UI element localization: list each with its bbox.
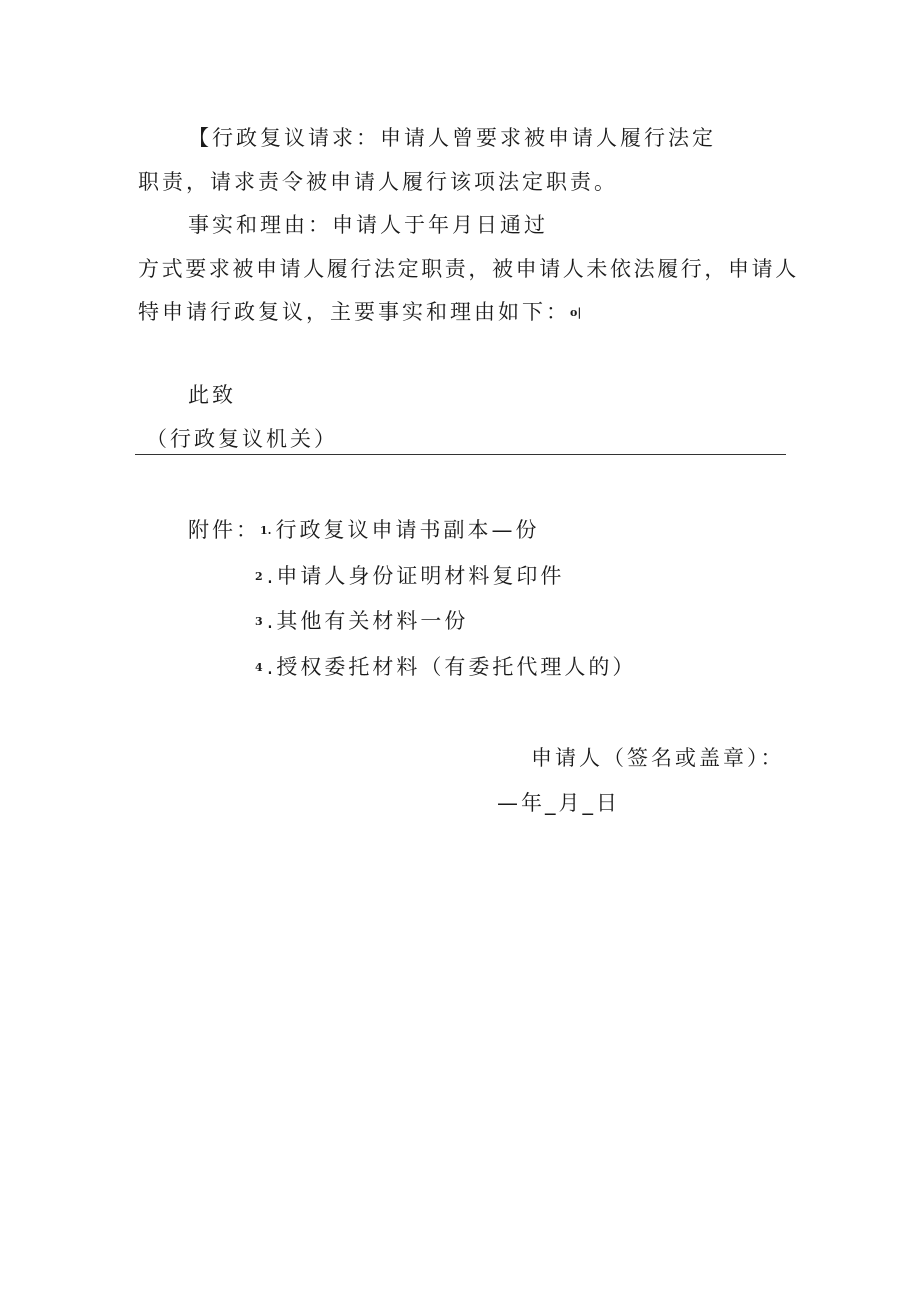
request-line-1: 【行政复议请求：申请人曾要求被申请人履行法定 [188,126,716,150]
attachment-label: 附件： [188,518,260,542]
divider-rule [135,454,786,455]
attachment-1-num: 1. [260,524,272,537]
closing-recipient: （行政复议机关） [146,427,338,451]
facts-line-3-text: 特申请行政复议，主要事实和理由如下： [138,300,570,324]
signature-applicant: 申请人（签名或盖章）： [531,746,785,770]
attachment-2-num: 2 [255,570,263,583]
attachment-3-text: .其他有关材料一份 [266,609,469,633]
attachment-4-num: 4 [255,661,263,674]
attachment-4 [255,653,636,682]
facts-line-2: 方式要求被申请人履行法定职责，被申请人未依法履行，申请人 [138,257,799,281]
facts-line-3-mark: o| [570,306,582,319]
attachment-2-text: .申请人身份证明材料复印件 [266,564,565,588]
attachment-1 [188,516,539,545]
attachment-3-num: 3 [255,615,263,628]
facts-line-3 [138,298,585,327]
facts-line-1: 事实和理由：申请人于年月日通过 [188,213,548,237]
request-line-2: 职责，请求责令被申请人履行该项法定职责。 [138,170,618,194]
closing-salutation: 此致 [188,383,236,407]
attachment-4-text: .授权委托材料（有委托代理人的） [266,655,637,679]
attachment-2 [255,562,564,591]
attachment-1-text: 行政复议申请书副本—份 [275,518,540,542]
signature-date: —年_月_日 [497,791,620,815]
attachment-3 [255,607,468,636]
